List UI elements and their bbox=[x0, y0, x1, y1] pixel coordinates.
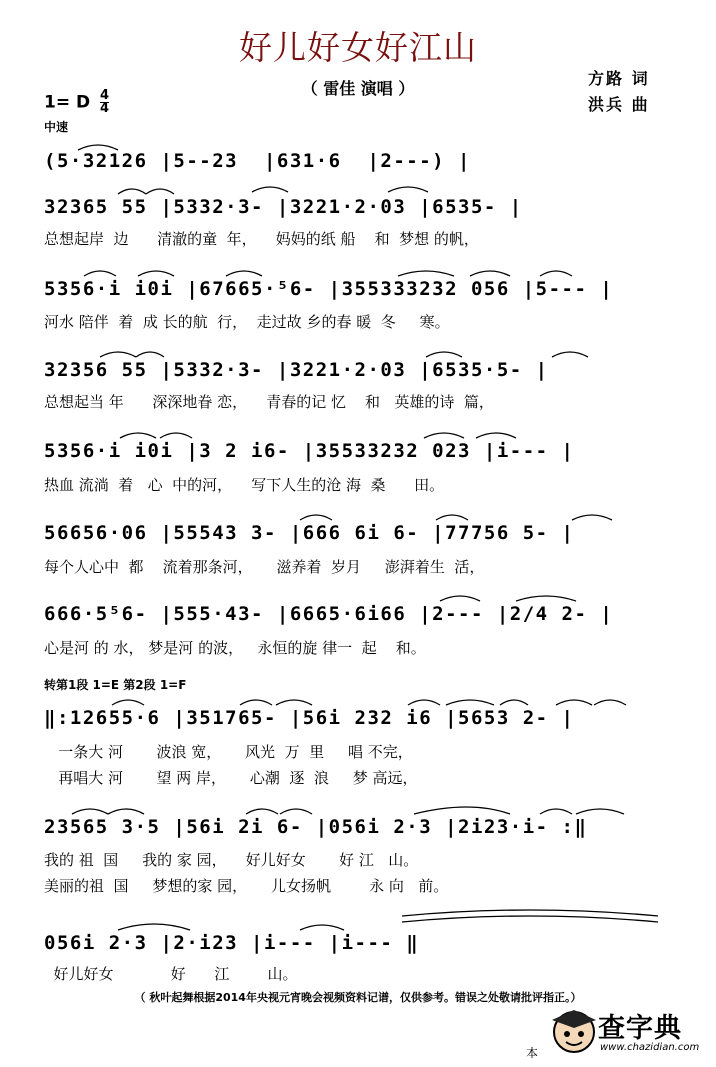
slur bbox=[436, 515, 468, 520]
score-line-2: 32365 55 |5332·3- |3221·2·03 |6535- | bbox=[44, 196, 523, 218]
lyricist-credit: 方路 词 bbox=[588, 69, 650, 88]
slur bbox=[594, 700, 626, 705]
slur bbox=[138, 271, 174, 276]
slur bbox=[500, 700, 528, 705]
slur bbox=[118, 924, 190, 930]
tempo-marking: 中速 bbox=[44, 120, 69, 134]
slur bbox=[112, 700, 144, 705]
key-text: 1= D bbox=[44, 92, 91, 113]
score-line-6: 56656·06 |55543 3- |666 6i 6- |77756 5- | bbox=[44, 522, 575, 544]
score-line-3: 5356·i i0i |67665·⁵6- |355333232 056 |5--- | bbox=[44, 278, 614, 300]
slur bbox=[426, 352, 462, 357]
slur bbox=[246, 809, 278, 814]
slur bbox=[424, 433, 464, 438]
slur bbox=[300, 925, 344, 930]
score-line-7: 666·5⁵6- |555·43- |6665·6i66 |2--- |2/4 2- | bbox=[44, 603, 614, 625]
slur bbox=[572, 515, 612, 520]
singer-credit: （ 雷佳 演唱 ） bbox=[301, 79, 415, 98]
lyric-line-3: 河水 陪伴 着 成 长的航 行， 走过故 乡的春 暖 冬 寒。 bbox=[44, 313, 450, 331]
logo-text: 查字典 bbox=[598, 1013, 682, 1044]
slur bbox=[118, 189, 146, 194]
lyric-line-10: 好儿好女 好 江 山。 bbox=[44, 965, 298, 983]
lyric-line-9a: 我的 祖 国 我的 家 园， 好儿好女 好 江 山。 bbox=[44, 851, 419, 869]
slur bbox=[388, 187, 428, 192]
slur bbox=[252, 187, 288, 192]
slur bbox=[552, 352, 588, 357]
slur bbox=[226, 271, 262, 276]
lyric-line-6: 每个人心中 都 流着那条河， 滋养着 岁月 澎湃着生 活， bbox=[44, 558, 485, 576]
slur bbox=[402, 916, 658, 922]
slur bbox=[280, 809, 312, 814]
slur bbox=[276, 700, 312, 705]
slur bbox=[72, 809, 108, 814]
slur bbox=[84, 271, 116, 276]
score-line-8: ‖:12655·6 |351765- |56i 232 i6 |5653 2- | bbox=[44, 707, 575, 729]
lyric-line-4: 总想起当 年 深深地眷 恋， 青春的记 忆 和 英雄的诗 篇， bbox=[44, 393, 494, 411]
slur bbox=[576, 809, 624, 814]
slur bbox=[446, 700, 494, 705]
footnote: （ 秋叶起舞根据2014年央视元宵晚会视频资料记谱，仅供参考。错误之处敬请批评指正。） bbox=[134, 991, 582, 1004]
slur bbox=[414, 807, 510, 814]
time-denominator: 4 bbox=[100, 101, 110, 116]
slur bbox=[540, 809, 572, 814]
score-line-10: 056i 2·3 |2·i23 |i--- |i--- ‖ bbox=[44, 932, 420, 954]
logo-url: www.chazidian.com bbox=[600, 1042, 700, 1053]
slur bbox=[402, 910, 658, 916]
slur bbox=[120, 433, 156, 438]
slur bbox=[470, 271, 510, 276]
lyric-line-2: 总想起岸 边 清澈的童 年， 妈妈的纸 船 和 梦想 的帆， bbox=[44, 230, 479, 248]
slur bbox=[540, 271, 572, 276]
lyric-line-5: 热血 流淌 着 心 中的河， 写下人生的沧 海 桑 田。 bbox=[44, 476, 445, 494]
page-mark: 本 bbox=[526, 1046, 539, 1060]
score-line-9: 23565 3·5 |56i 2i 6- |056i 2·3 |2i23·i- :‖ bbox=[44, 816, 588, 838]
slur bbox=[146, 189, 174, 194]
slur bbox=[160, 433, 192, 438]
slur bbox=[440, 596, 480, 601]
slur bbox=[476, 433, 516, 438]
slur bbox=[240, 700, 272, 705]
lyric-line-9b: 美丽的祖 国 梦想的家 园， 儿女扬帆 永 向 前。 bbox=[44, 877, 449, 895]
slur bbox=[108, 809, 144, 814]
slur bbox=[516, 596, 576, 601]
lyric-line-8a: 一条大 河 波浪 宽， 风光 万 里 唱 不完， bbox=[44, 743, 413, 761]
slur bbox=[556, 700, 592, 705]
time-numerator: 4 bbox=[100, 88, 110, 103]
composer-credit: 洪兵 曲 bbox=[588, 95, 650, 114]
score-line-4: 32356 55 |5332·3- |3221·2·03 |6535·5- | bbox=[44, 359, 549, 381]
slur bbox=[408, 700, 440, 705]
lyric-line-7: 心是河 的 水， 梦是河 的波， 永恒的旋 律一 起 和。 bbox=[44, 639, 426, 657]
song-title: 好儿好女好江山 bbox=[239, 28, 477, 67]
lyric-line-8b: 再唱大 河 望 两 岸， 心潮 逐 浪 梦 高远， bbox=[44, 769, 418, 787]
slur bbox=[100, 352, 136, 357]
score-line-5: 5356·i i0i |3 2 i6- |35533232 023 |i--- | bbox=[44, 440, 575, 462]
slur bbox=[398, 271, 454, 276]
slur bbox=[300, 515, 332, 520]
modulation-note: 转第1段 1=E 第2段 1=F bbox=[44, 678, 187, 692]
score-line-1: (5·32126 |5--23 |631·6 |2---) | bbox=[44, 150, 471, 172]
slur bbox=[78, 145, 118, 150]
slur bbox=[136, 352, 164, 357]
